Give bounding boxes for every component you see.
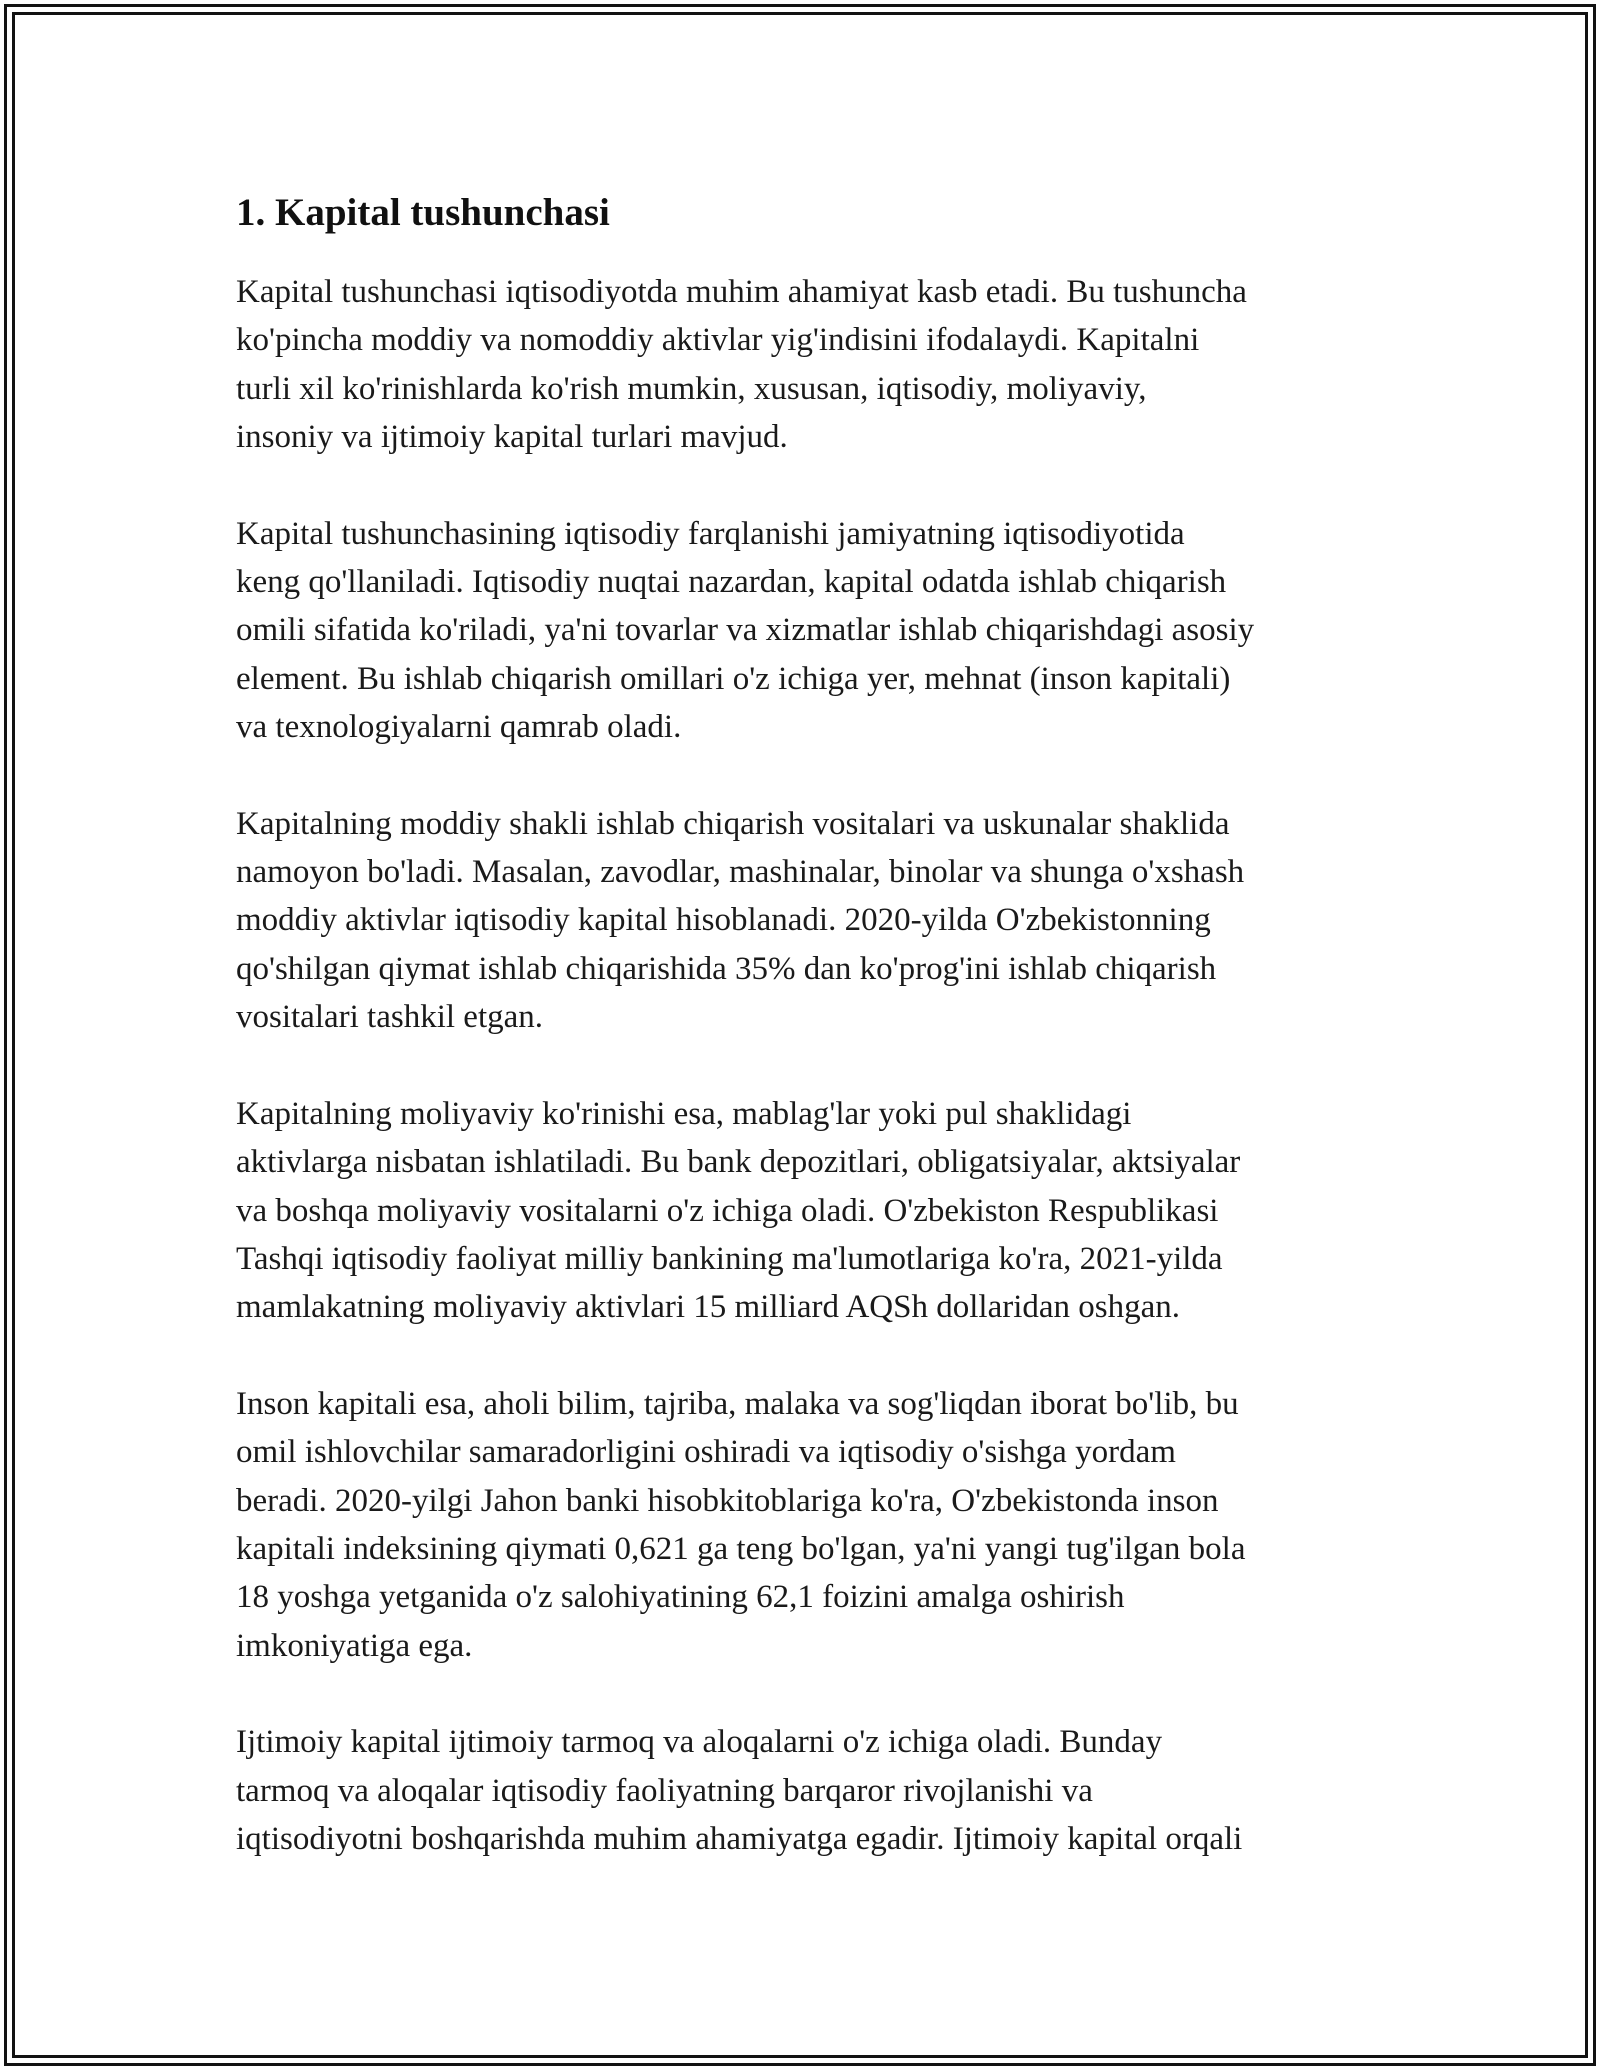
paragraph-line: va boshqa moliyaviy vositalarni o'z ichiga oladi. O'zbekiston Respublikasi [236, 1192, 1219, 1229]
paragraph-line: 18 yoshga yetganida o'z salohiyatining 62,1 foizini amalga oshirish [236, 1579, 1125, 1616]
paragraph-line: vositalari tashkil etgan. [236, 999, 544, 1036]
paragraph-line: keng qo'llaniladi. Iqtisodiy nuqtai nazardan, kapital odatda ishlab chiqarish [236, 564, 1227, 601]
paragraph-line: Kapital tushunchasining iqtisodiy farqlanishi jamiyatning iqtisodiyotida [236, 515, 1185, 552]
paragraph [236, 1090, 1376, 1332]
paragraph-line: kapitali indeksining qiymati 0,621 ga teng bo'lgan, ya'ni yangi tug'ilgan bola [236, 1530, 1246, 1567]
paragraph [236, 800, 1376, 1042]
document-body [236, 184, 1376, 1911]
paragraph-line: Kapitalning moliyaviy ko'rinishi esa, mablag'lar yoki pul shaklidagi [236, 1095, 1132, 1132]
paragraph-line: Ijtimoiy kapital ijtimoiy tarmoq va aloqalarni o'z ichiga oladi. Bunday [236, 1724, 1163, 1761]
paragraph-line: insoniy va ijtimoiy kapital turlari mavjud. [236, 419, 788, 456]
paragraph-line: qo'shilgan qiymat ishlab chiqarishida 35% dan ko'prog'ini ishlab chiqarish [236, 950, 1217, 987]
paragraph [236, 510, 1376, 752]
paragraph-line: aktivlarga nisbatan ishlatiladi. Bu bank depozitlari, obligatsiyalar, aktsiyalar [236, 1144, 1241, 1181]
paragraph-line: imkoniyatiga ega. [236, 1627, 473, 1664]
paragraph-line: element. Bu ishlab chiqarish omillari o'z ichiga yer, mehnat (inson kapitali) [236, 660, 1231, 697]
paragraph [236, 1718, 1376, 1863]
paragraph-line: tarmoq va aloqalar iqtisodiy faoliyatning barqaror rivojlanishi va [236, 1772, 1093, 1809]
paragraph-line: moddiy aktivlar iqtisodiy kapital hisoblanadi. 2020-yilda O'zbekistonning [236, 902, 1211, 939]
paragraph-line: ko'pincha moddiy va nomoddiy aktivlar yig'indisini ifodalaydi. Kapitalni [236, 322, 1200, 359]
paragraph-line: turli xil ko'rinishlarda ko'rish mumkin, xususan, iqtisodiy, moliyaviy, [236, 370, 1147, 407]
paragraph-line: iqtisodiyotni boshqarishda muhim ahamiyatga egadir. Ijtimoiy kapital orqali [236, 1820, 1243, 1857]
paragraph-line: omil ishlovchilar samaradorligini oshiradi va iqtisodiy o'sishga yordam [236, 1434, 1176, 1471]
section-heading: 1. Kapital tushunchasi [236, 191, 610, 234]
paragraph [236, 268, 1376, 462]
paragraph-line: Inson kapitali esa, aholi bilim, tajriba, malaka va sog'liqdan iborat bo'lib, bu [236, 1385, 1239, 1422]
paragraph-line: beradi. 2020-yilgi Jahon banki hisobkitoblariga ko'ra, O'zbekistonda inson [236, 1482, 1219, 1519]
paragraph-line: Kapitalning moddiy shakli ishlab chiqarish vositalari va uskunalar shaklida [236, 805, 1230, 842]
paragraph-line: mamlakatning moliyaviy aktivlari 15 milliard AQSh dollaridan oshgan. [236, 1289, 1181, 1326]
paragraph-line: va texnologiyalarni qamrab oladi. [236, 709, 682, 746]
paragraph [236, 1380, 1376, 1670]
paragraph-line: omili sifatida ko'riladi, ya'ni tovarlar va xizmatlar ishlab chiqarishdagi asosiy [236, 612, 1255, 649]
paragraph-line: Kapital tushunchasi iqtisodiyotda muhim ahamiyat kasb etadi. Bu tushuncha [236, 274, 1247, 310]
paragraph-line: namoyon bo'ladi. Masalan, zavodlar, mashinalar, binolar va shunga o'xshash [236, 854, 1245, 891]
paragraph-list [236, 268, 1376, 1863]
paragraph-line: Tashqi iqtisodiy faoliyat milliy bankining ma'lumotlariga ko'ra, 2021-yilda [236, 1240, 1223, 1277]
